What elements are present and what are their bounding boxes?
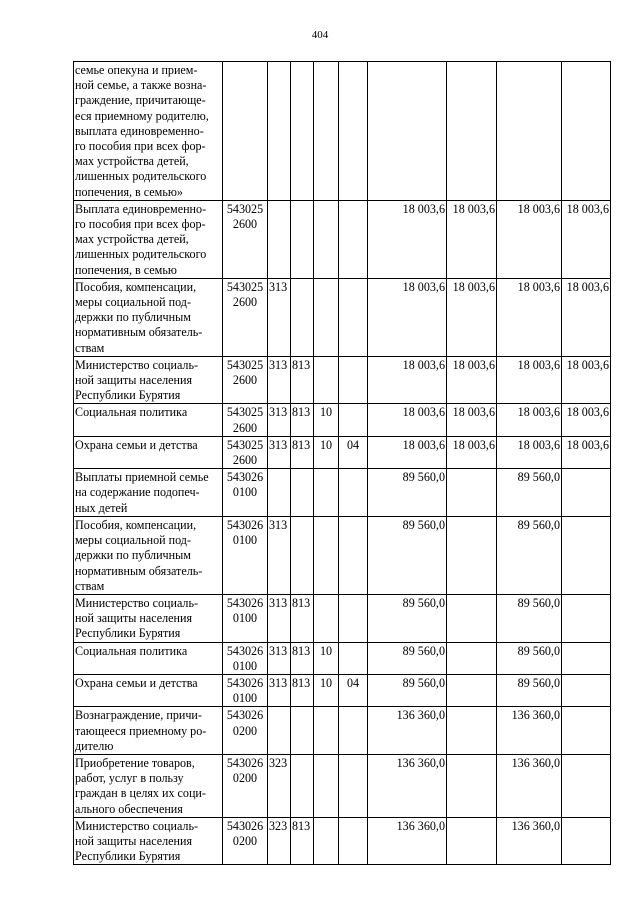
amount-cell (447, 642, 497, 674)
subsection-cell (339, 62, 368, 201)
row-name-line: Республики Бурятия (75, 849, 181, 864)
expense-type-cell: 313 (268, 404, 291, 436)
target-article-code-line: 0100 (232, 533, 258, 548)
target-article-code-line: 543025 (226, 357, 264, 372)
amount-cell: 89 560,0 (368, 674, 447, 706)
ministry-code-cell: 813 (291, 674, 314, 706)
row-name-cell (74, 356, 223, 404)
amount-cell: 18 003,6 (562, 404, 611, 436)
target-article-code-cell (223, 642, 268, 674)
expense-type-cell (268, 469, 291, 517)
target-article-code-cell (223, 404, 268, 436)
target-article-code-cell (223, 62, 268, 201)
row-name-line: ствам (75, 340, 105, 355)
amount-cell: 18 003,6 (562, 436, 611, 468)
target-article-code-cell (223, 516, 268, 594)
amount-cell (497, 62, 562, 201)
expense-type-cell: 313 (268, 436, 291, 468)
row-name-line: нормативным обязатель- (75, 563, 203, 578)
ministry-code-cell: 813 (291, 356, 314, 404)
expense-type-cell: 323 (268, 817, 291, 865)
ministry-code-cell: 813 (291, 594, 314, 642)
table-row (74, 469, 611, 517)
row-name-line: Вознаграждение, причи- (75, 708, 202, 723)
row-name-line: Приобретение товаров, (75, 755, 195, 770)
table-row (74, 817, 611, 865)
amount-cell: 18 003,6 (562, 356, 611, 404)
ministry-code-cell: 813 (291, 404, 314, 436)
table-row (74, 404, 611, 436)
amount-cell: 136 360,0 (368, 754, 447, 817)
amount-cell: 89 560,0 (368, 642, 447, 674)
amount-cell: 18 003,6 (562, 278, 611, 356)
amount-cell: 18 003,6 (497, 404, 562, 436)
row-name-cell (74, 469, 223, 517)
amount-cell (447, 754, 497, 817)
amount-cell: 18 003,6 (497, 356, 562, 404)
target-article-code-line: 2600 (232, 217, 258, 232)
row-name-line: лишенных родительского (75, 247, 207, 262)
target-article-code-line: 0200 (232, 771, 258, 786)
target-article-code-line: 2600 (232, 373, 258, 388)
amount-cell: 18 003,6 (368, 404, 447, 436)
expense-type-cell: 313 (268, 356, 291, 404)
amount-cell: 136 360,0 (368, 817, 447, 865)
row-name-cell (74, 674, 223, 706)
row-name-cell (74, 817, 223, 865)
section-cell (314, 200, 339, 278)
expense-type-cell (268, 707, 291, 755)
amount-cell (562, 817, 611, 865)
row-name-cell (74, 278, 223, 356)
subsection-cell (339, 754, 368, 817)
row-name-line: работ, услуг в пользу (75, 771, 184, 786)
row-name-line: Пособия, компенсации, (75, 279, 197, 294)
row-name-line: дителю (75, 738, 114, 753)
section-cell (314, 356, 339, 404)
target-article-code-line: 0100 (232, 611, 258, 626)
target-article-code-cell (223, 754, 268, 817)
target-article-code-line: 0100 (232, 485, 258, 500)
row-name-line: Пособия, компенсации, (75, 517, 197, 532)
row-name-line: Республики Бурятия (75, 626, 181, 641)
section-cell (314, 62, 339, 201)
table-row (74, 707, 611, 755)
ministry-code-cell: 813 (291, 436, 314, 468)
ministry-code-cell: 813 (291, 642, 314, 674)
row-name-line: попечения, в семью (75, 262, 177, 277)
amount-cell (447, 817, 497, 865)
amount-cell: 89 560,0 (497, 469, 562, 517)
amount-cell: 89 560,0 (497, 516, 562, 594)
table-row (74, 62, 611, 201)
section-cell (314, 754, 339, 817)
section-cell: 10 (314, 404, 339, 436)
target-article-code-line: 543026 (226, 818, 264, 833)
row-name-cell (74, 516, 223, 594)
subsection-cell (339, 642, 368, 674)
row-name-cell (74, 707, 223, 755)
row-name-line: Министерство социаль- (75, 595, 198, 610)
ministry-code-cell (291, 707, 314, 755)
row-name-line: семье опекуна и прием- (75, 63, 198, 77)
amount-cell: 89 560,0 (497, 674, 562, 706)
target-article-code-line: 543026 (226, 675, 264, 690)
amount-cell: 18 003,6 (447, 356, 497, 404)
target-article-code-line: 543026 (226, 595, 264, 610)
target-article-code-line: 543026 (226, 470, 264, 485)
target-article-code-line: 2600 (232, 453, 258, 468)
target-article-code-line: 0100 (232, 691, 258, 706)
amount-cell: 89 560,0 (497, 594, 562, 642)
row-name-cell (74, 594, 223, 642)
table-row (74, 754, 611, 817)
row-name-line: мах устройства детей, (75, 154, 189, 169)
amount-cell: 18 003,6 (447, 200, 497, 278)
subsection-cell (339, 594, 368, 642)
table-row (74, 516, 611, 594)
expense-type-cell: 323 (268, 754, 291, 817)
row-name-line: Охрана семьи и детства (75, 437, 198, 452)
expense-type-cell: 313 (268, 642, 291, 674)
amount-cell: 136 360,0 (497, 707, 562, 755)
target-article-code-line: 0200 (232, 723, 258, 738)
target-article-code-cell (223, 707, 268, 755)
target-article-code-cell (223, 436, 268, 468)
amount-cell: 89 560,0 (368, 516, 447, 594)
row-name-line: Социальная политика (75, 643, 188, 658)
target-article-code-cell (223, 817, 268, 865)
target-article-code-cell (223, 674, 268, 706)
table-row (74, 642, 611, 674)
row-name-cell (74, 642, 223, 674)
amount-cell (562, 707, 611, 755)
row-name-line: ной защиты населения (75, 373, 193, 388)
section-cell (314, 469, 339, 517)
row-name-line: меры социальной под- (75, 533, 191, 548)
row-name-line: еся приемному родителю, (75, 108, 209, 123)
target-article-code-line: 543025 (226, 437, 264, 452)
target-article-code-cell (223, 469, 268, 517)
section-cell (314, 594, 339, 642)
target-article-code-cell (223, 200, 268, 278)
amount-cell: 136 360,0 (368, 707, 447, 755)
subsection-cell (339, 356, 368, 404)
page-number: 404 (311, 29, 329, 41)
target-article-code-cell (223, 356, 268, 404)
subsection-cell (339, 516, 368, 594)
row-name-line: граждение, причитающе- (75, 93, 206, 108)
target-article-code-line: 0200 (232, 833, 258, 848)
row-name-line: выплата единовременно- (75, 123, 204, 138)
row-name-line: Социальная политика (75, 405, 188, 420)
amount-cell: 18 003,6 (497, 436, 562, 468)
section-cell (314, 707, 339, 755)
amount-cell: 18 003,6 (447, 278, 497, 356)
budget-table (73, 61, 611, 865)
amount-cell: 18 003,6 (368, 436, 447, 468)
subsection-cell: 04 (339, 436, 368, 468)
target-article-code-line: 543025 (226, 279, 264, 294)
amount-cell: 18 003,6 (368, 200, 447, 278)
section-cell (314, 516, 339, 594)
row-name-line: нормативным обязатель- (75, 325, 203, 340)
row-name-line: го пособия при всех фор- (75, 217, 206, 232)
ministry-code-cell: 813 (291, 817, 314, 865)
row-name-line: Министерство социаль- (75, 357, 198, 372)
subsection-cell (339, 469, 368, 517)
row-name-line: Министерство социаль- (75, 818, 198, 833)
table-row (74, 594, 611, 642)
target-article-code-line: 543026 (226, 708, 264, 723)
section-cell: 10 (314, 436, 339, 468)
ministry-code-cell (291, 469, 314, 517)
row-name-line: ной защиты населения (75, 611, 193, 626)
row-name-line: Охрана семьи и детства (75, 675, 198, 690)
amount-cell (562, 516, 611, 594)
row-name-cell (74, 754, 223, 817)
row-name-cell (74, 436, 223, 468)
expense-type-cell: 313 (268, 516, 291, 594)
amount-cell (368, 62, 447, 201)
row-name-line: тающееся приемному ро- (75, 723, 207, 738)
amount-cell (562, 642, 611, 674)
amount-cell (562, 62, 611, 201)
amount-cell (562, 594, 611, 642)
row-name-line: мах устройства детей, (75, 232, 189, 247)
amount-cell (447, 62, 497, 201)
target-article-code-cell (223, 278, 268, 356)
amount-cell (562, 754, 611, 817)
amount-cell: 136 360,0 (497, 817, 562, 865)
table-row (74, 674, 611, 706)
subsection-cell (339, 404, 368, 436)
subsection-cell (339, 278, 368, 356)
row-name-line: меры социальной под- (75, 295, 191, 310)
target-article-code-line: 543026 (226, 643, 264, 658)
section-cell (314, 817, 339, 865)
expense-type-cell: 313 (268, 278, 291, 356)
row-name-line: держки по публичным (75, 548, 191, 563)
row-name-line: на содержание подопеч- (75, 485, 200, 500)
amount-cell (447, 469, 497, 517)
row-name-line: лишенных родительского (75, 169, 207, 184)
amount-cell: 18 003,6 (562, 200, 611, 278)
table-row (74, 356, 611, 404)
expense-type-cell: 313 (268, 594, 291, 642)
amount-cell (447, 594, 497, 642)
table-row (74, 278, 611, 356)
section-cell: 10 (314, 642, 339, 674)
amount-cell (562, 469, 611, 517)
amount-cell: 18 003,6 (497, 200, 562, 278)
table-row (74, 200, 611, 278)
row-name-line: попечения, в семью» (75, 184, 183, 199)
target-article-code-cell (223, 594, 268, 642)
row-name-line: держки по публичным (75, 310, 191, 325)
target-article-code-line: 543025 (226, 201, 264, 216)
ministry-code-cell (291, 754, 314, 817)
amount-cell (447, 516, 497, 594)
row-name-cell (74, 62, 223, 201)
ministry-code-cell (291, 278, 314, 356)
amount-cell: 18 003,6 (447, 404, 497, 436)
target-article-code-line: 0100 (232, 658, 258, 673)
row-name-line: Выплата единовременно- (75, 201, 207, 216)
row-name-line: ных детей (75, 500, 128, 515)
amount-cell: 136 360,0 (497, 754, 562, 817)
expense-type-cell: 313 (268, 674, 291, 706)
section-cell (314, 278, 339, 356)
row-name-line: ной семье, а также возна- (75, 78, 207, 93)
amount-cell: 18 003,6 (447, 436, 497, 468)
section-cell: 10 (314, 674, 339, 706)
target-article-code-line: 2600 (232, 295, 258, 310)
expense-type-cell (268, 200, 291, 278)
row-name-line: ального обеспечения (75, 801, 183, 816)
ministry-code-cell (291, 516, 314, 594)
row-name-line: го пособия при всех фор- (75, 139, 206, 154)
target-article-code-line: 543025 (226, 405, 264, 420)
amount-cell (447, 707, 497, 755)
ministry-code-cell (291, 62, 314, 201)
table-row (74, 436, 611, 468)
expense-type-cell (268, 62, 291, 201)
row-name-line: граждан в целях их соци- (75, 786, 206, 801)
amount-cell: 89 560,0 (368, 469, 447, 517)
target-article-code-line: 543026 (226, 517, 264, 532)
subsection-cell (339, 200, 368, 278)
row-name-line: Выплаты приемной семье (75, 470, 209, 485)
amount-cell: 18 003,6 (368, 356, 447, 404)
amount-cell (562, 674, 611, 706)
subsection-cell: 04 (339, 674, 368, 706)
amount-cell: 89 560,0 (497, 642, 562, 674)
target-article-code-line: 2600 (232, 420, 258, 435)
amount-cell: 18 003,6 (368, 278, 447, 356)
row-name-cell (74, 404, 223, 436)
amount-cell: 18 003,6 (497, 278, 562, 356)
subsection-cell (339, 817, 368, 865)
target-article-code-line: 543026 (226, 755, 264, 770)
subsection-cell (339, 707, 368, 755)
row-name-line: Республики Бурятия (75, 388, 181, 403)
amount-cell: 89 560,0 (368, 594, 447, 642)
amount-cell (447, 674, 497, 706)
row-name-line: ствам (75, 578, 105, 593)
row-name-line: ной защиты населения (75, 833, 193, 848)
row-name-cell (74, 200, 223, 278)
ministry-code-cell (291, 200, 314, 278)
